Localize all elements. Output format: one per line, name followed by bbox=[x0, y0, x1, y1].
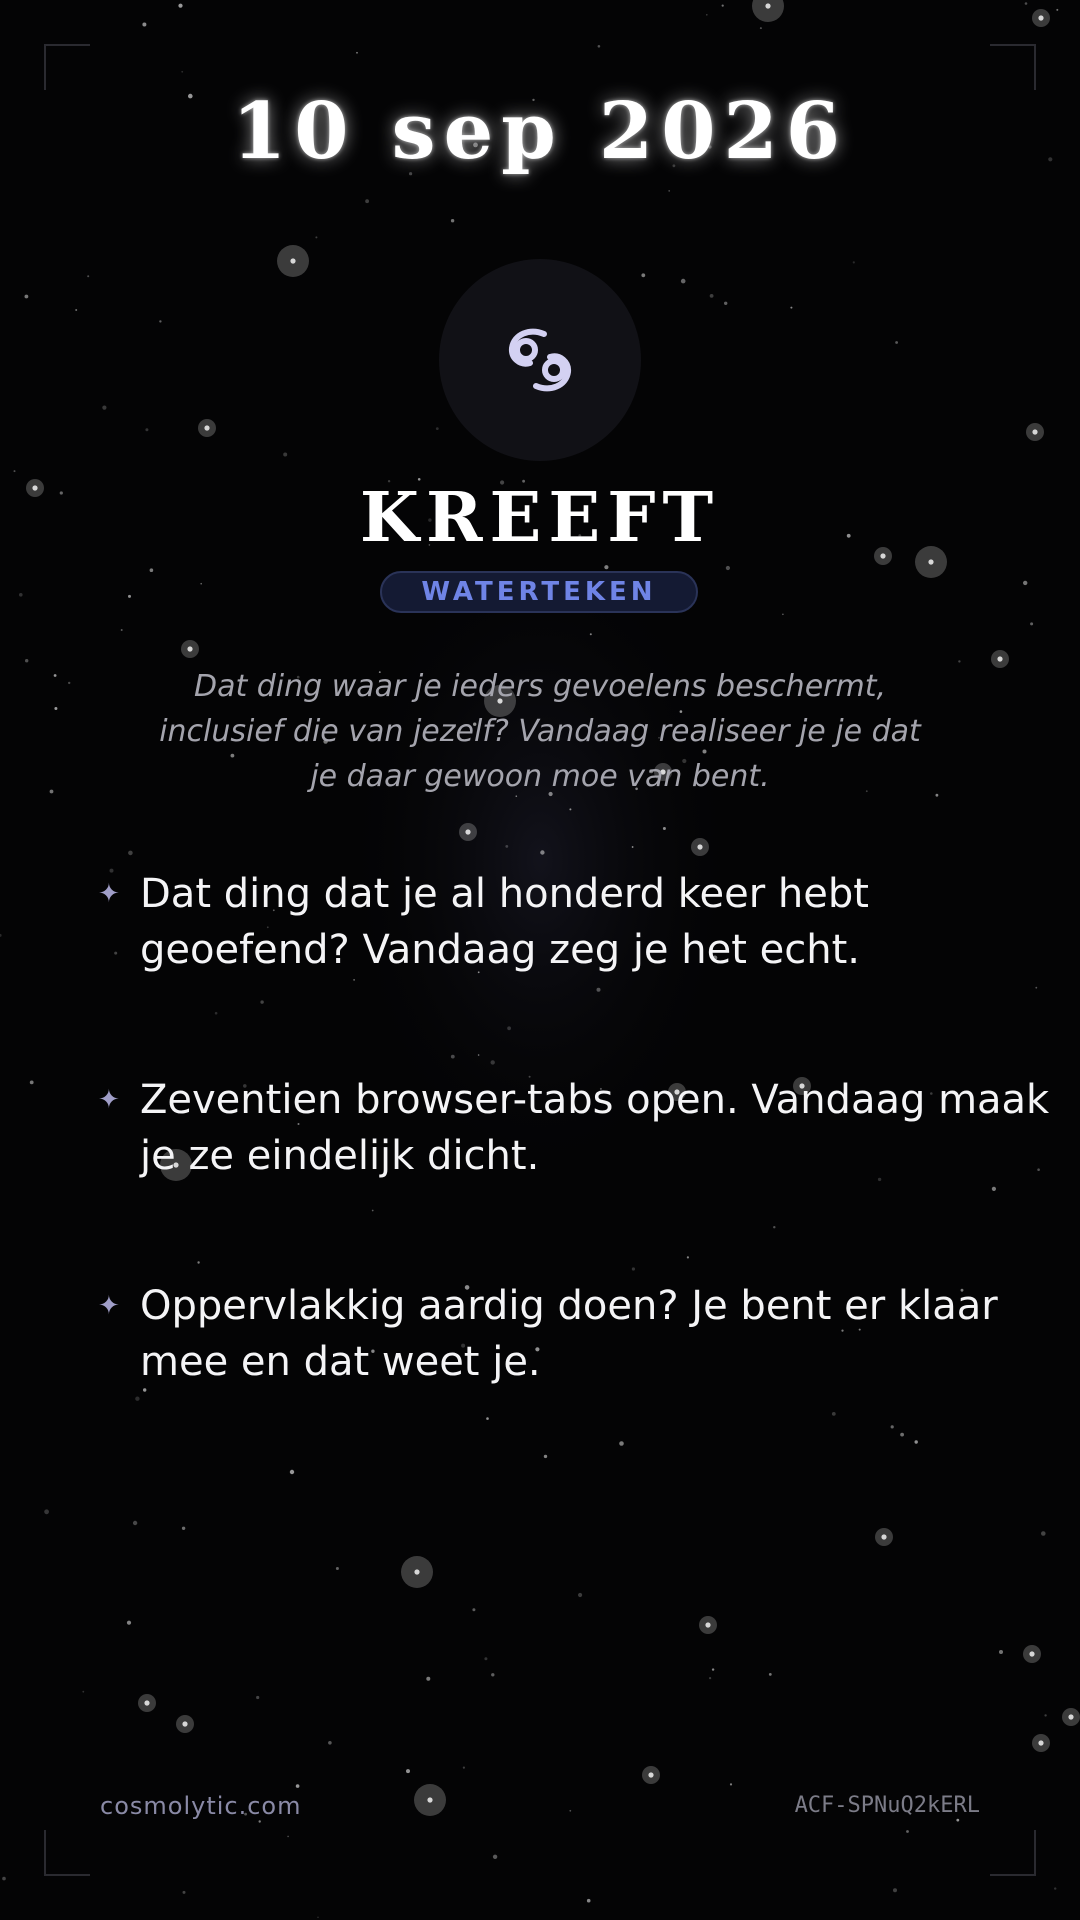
horoscope-date: 10 sep 2026 bbox=[231, 86, 849, 177]
four-point-star-icon: ✦ bbox=[98, 1085, 120, 1115]
footer-reference-code: ACF-SPNuQ2kERL bbox=[794, 1793, 980, 1818]
footer-site-link[interactable]: cosmolytic.com bbox=[100, 1792, 302, 1820]
element-badge: WATERTEKEN bbox=[380, 571, 698, 613]
zodiac-sign-badge bbox=[439, 259, 641, 461]
prediction-item bbox=[98, 1072, 1058, 1184]
frame-corner-top-right bbox=[990, 44, 1036, 90]
sign-name: KREEFT bbox=[359, 478, 721, 558]
frame-corner-top-left bbox=[44, 44, 90, 90]
frame-corner-bottom-right bbox=[990, 1830, 1036, 1876]
prediction-item bbox=[98, 1278, 1058, 1390]
prediction-text: Zeventien browser-tabs open. Vandaag maak je ze eindelijk dicht. bbox=[140, 1077, 1050, 1179]
prediction-item bbox=[98, 866, 1058, 978]
four-point-star-icon: ✦ bbox=[98, 1291, 120, 1321]
frame-corner-bottom-left bbox=[44, 1830, 90, 1876]
intro-text: Dat ding waar je ieders gevoelens beschermt, inclusief die van jezelf? Vandaag realiseer je je dat je daar gewoon moe van bent. bbox=[159, 669, 921, 794]
four-point-star-icon: ✦ bbox=[98, 879, 120, 909]
prediction-text: Oppervlakkig aardig doen? Je bent er klaar mee en dat weet je. bbox=[140, 1283, 998, 1385]
cancer-zodiac-icon bbox=[500, 320, 580, 400]
prediction-text: Dat ding dat je al honderd keer hebt geoefend? Vandaag zeg je het echt. bbox=[140, 871, 869, 973]
